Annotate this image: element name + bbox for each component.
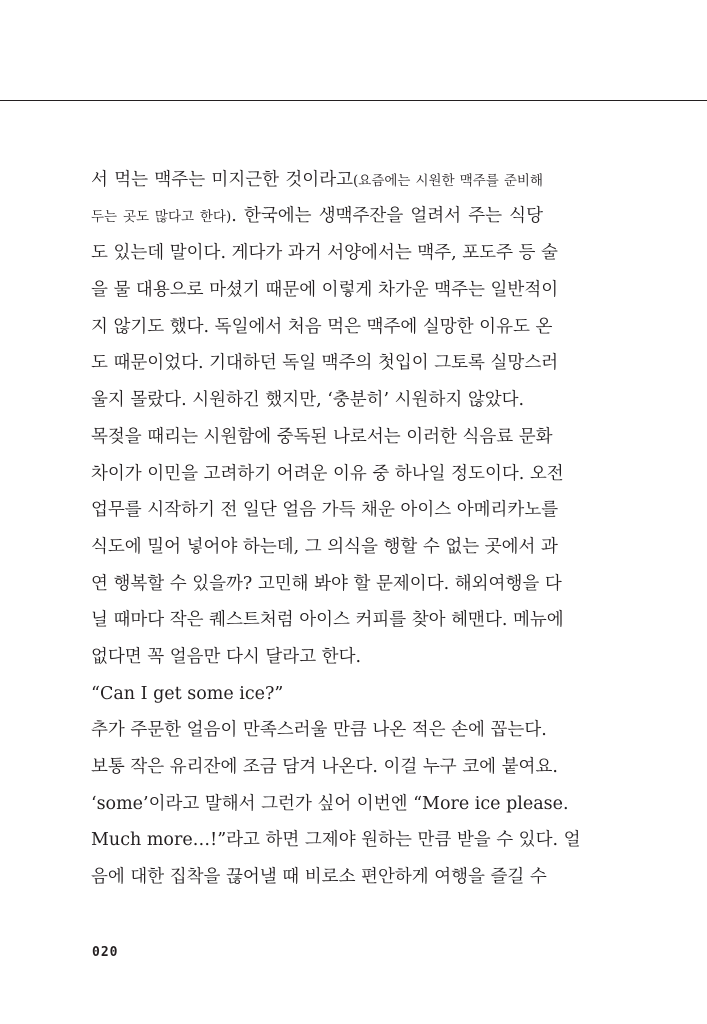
- text-line: 차이가 이민을 고려하기 어려운 이유 중 하나일 정도이다. 오전: [91, 463, 564, 484]
- text-line: 닐 때마다 작은 퀘스트처럼 아이스 커피를 찾아 헤맨다. 메뉴에: [91, 610, 564, 631]
- text-line: 식도에 밀어 넣어야 하는데, 그 의식을 행할 수 없는 곳에서 과: [91, 536, 558, 557]
- parenthetical-note: 두는 곳도 많다고 한다): [91, 209, 232, 226]
- text-line: 연 행복할 수 있을까? 고민해 봐야 할 문제이다. 해외여행을 다: [91, 573, 562, 594]
- text-line: 지 않기도 했다. 독일에서 처음 먹은 맥주에 실망한 이유도 온: [91, 316, 553, 337]
- page-number: 020: [92, 945, 119, 960]
- header-rule: [0, 100, 707, 101]
- text-line: 목젖을 때리는 시원함에 중독된 나로서는 이러한 식음료 문화: [91, 426, 553, 447]
- text-line: 업무를 시작하기 전 일단 얼음 가득 채운 아이스 아메리카노를: [91, 500, 559, 521]
- parenthetical-note: (요즘에는 시원한 맥주를 준비해: [353, 172, 543, 189]
- text-line: 없다면 꼭 얼음만 다시 달라고 한다.: [91, 646, 362, 667]
- text-line: “Can I get some ice?”: [91, 683, 284, 704]
- text-line: Much more…!”라고 하면 그제야 원하는 만큼 받을 수 있다. 얼: [91, 830, 581, 851]
- text-line: 도 있는데 말이다. 게다가 과거 서양에서는 맥주, 포도주 등 술: [91, 243, 558, 264]
- text-line: 추가 주문한 얼음이 만족스러울 만큼 나온 적은 손에 꼽는다.: [91, 720, 547, 741]
- text-line: 보통 작은 유리잔에 조금 담겨 나온다. 이걸 누구 코에 붙여요.: [91, 757, 558, 777]
- text-line: 을 물 대용으로 마셨기 때문에 이렇게 차가운 맥주는 일반적이: [91, 280, 559, 301]
- text-line: 음에 대한 집착을 끊어낼 때 비로소 편안하게 여행을 즐길 수: [91, 867, 547, 888]
- text-line: 도 때문이었다. 기대하던 독일 맥주의 첫입이 그토록 실망스러: [91, 353, 559, 374]
- text-line: 두는 곳도 많다고 한다). 한국에는 생맥주잔을 얼려서 주는 식당: [91, 206, 543, 227]
- text-line: 서 먹는 맥주는 미지근한 것이라고(요즘에는 시원한 맥주를 준비해: [91, 169, 543, 190]
- text-line: ‘some’이라고 말해서 그런가 싶어 이번엔 “More ice please.: [91, 793, 569, 814]
- body-text: [91, 162, 581, 896]
- text-line: 울지 몰랐다. 시원하긴 했지만, ‘충분히’ 시원하지 않았다.: [91, 390, 525, 411]
